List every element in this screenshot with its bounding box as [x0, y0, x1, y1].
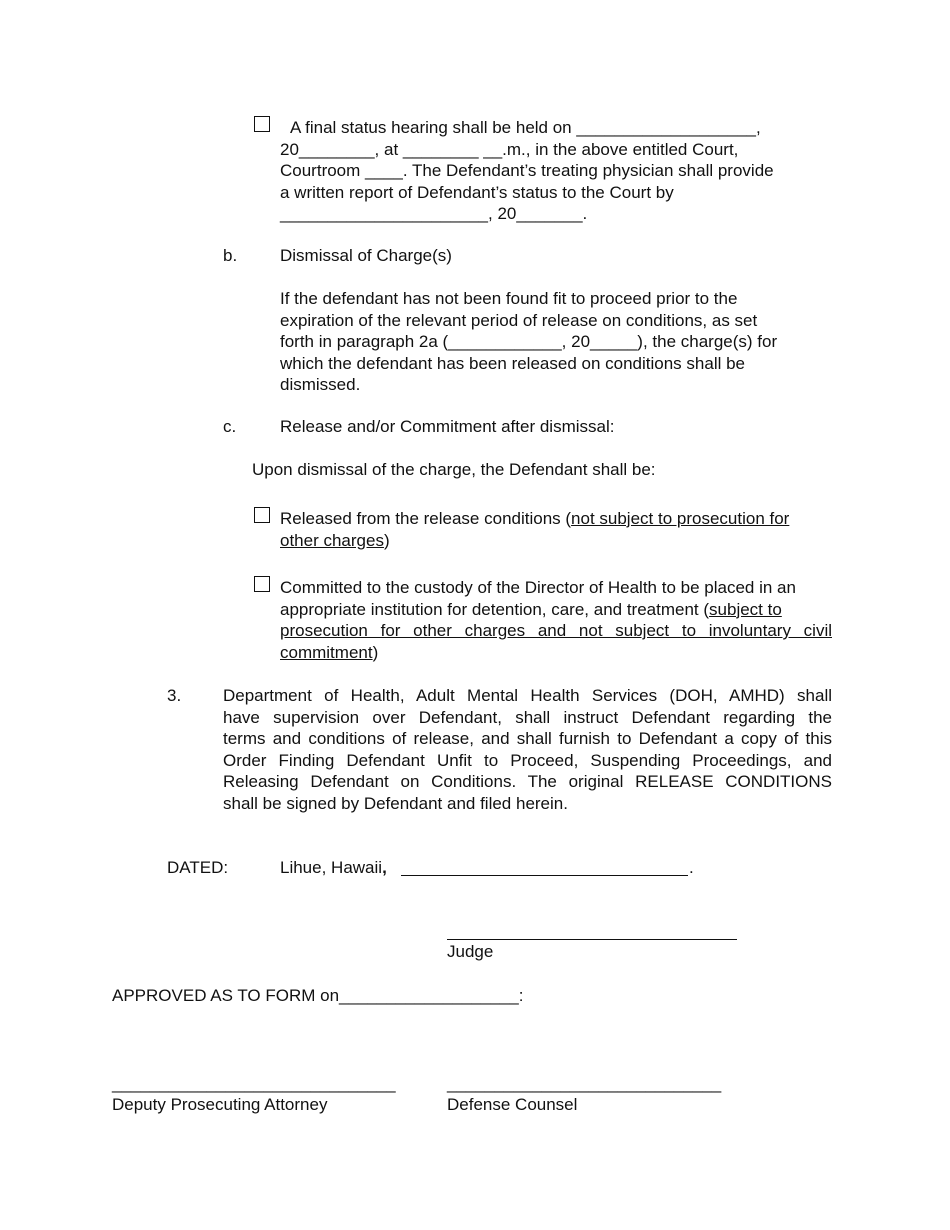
release-option: [280, 508, 832, 551]
dated-place: [280, 857, 387, 879]
dated-signature-line[interactable]: [401, 875, 688, 876]
section-c-intro: Upon dismissal of the charge, the Defendant shall be:: [252, 460, 656, 479]
final-hearing-line-3: Courtroom ____. The Defendant’s treating physician shall provide: [280, 161, 774, 180]
section-b-line-1: If the defendant has not been found fit to proceed prior to the: [280, 289, 738, 308]
section-3-line-6: shall be signed by Defendant and filed herein.: [223, 793, 568, 813]
section-3-line-4: Order Finding Defendant Unfit to Proceed, Suspending Proceedings, and: [223, 750, 832, 770]
dated-label: DATED:: [167, 858, 229, 877]
defense-signature-line[interactable]: _____________________________: [447, 1074, 722, 1093]
section-3-line-1: Department of Health, Adult Mental Health Services (DOH, AMHD) shall: [223, 686, 832, 705]
commit-option-line-3-underlined: prosecution for other charges and not subject to involuntary civil: [280, 621, 832, 640]
commit-option-line-4-underlined: commitment: [280, 642, 373, 662]
prosecutor-label: Deputy Prosecuting Attorney: [112, 1095, 328, 1114]
release-option-text: Released from the release conditions (: [280, 509, 572, 528]
commit-option-line-4: [280, 642, 832, 664]
defense-label: Defense Counsel: [447, 1095, 578, 1114]
commit-option-line-2-text: appropriate institution for detention, care, and treatment (: [280, 599, 710, 619]
final-hearing-line-4: a written report of Defendant’s status to the Court by: [280, 182, 674, 202]
release-checkbox[interactable]: [254, 507, 270, 523]
section-3-line-3: terms and conditions of release, and shall furnish to Defendant a copy of this: [223, 729, 832, 748]
commit-option-line-3: [280, 620, 832, 642]
section-b-line-2: expiration of the relevant period of release on conditions, as set: [280, 310, 758, 330]
commit-option-line-2: [280, 599, 832, 621]
final-hearing-paragraph: [280, 117, 840, 225]
release-option-line-1: [280, 508, 832, 530]
dated-place-text: Lihue, Hawaii: [280, 858, 383, 877]
final-hearing-line-2: 20________, at ________ __.m., in the above entitled Court,: [280, 139, 739, 159]
section-b-heading: Dismissal of Charge(s): [280, 246, 452, 265]
section-b-paragraph: [280, 288, 840, 396]
section-c-letter: c.: [223, 417, 237, 436]
release-option-close: ): [383, 530, 390, 550]
commit-option-close: ): [372, 642, 379, 662]
section-b-line-3: forth in paragraph 2a (____________, 20_____), the charge(s) for: [280, 332, 778, 351]
final-hearing-checkbox[interactable]: [254, 116, 270, 132]
release-option-underlined-b: other charges: [280, 530, 384, 550]
commit-option-line-2-underlined: subject to: [709, 599, 782, 619]
dated-period: .: [689, 858, 694, 877]
section-3-line-2: have supervision over Defendant, shall instruct Defendant regarding the: [223, 707, 832, 727]
commit-checkbox[interactable]: [254, 576, 270, 592]
prosecutor-signature-line[interactable]: ______________________________: [112, 1074, 396, 1093]
section-b-line-4: which the defendant has been released on conditions shall be: [280, 353, 746, 373]
section-c-heading: Release and/or Commitment after dismissal:: [280, 417, 615, 436]
section-3-number: 3.: [167, 686, 182, 705]
approved-as-to-form: APPROVED AS TO FORM on___________________:: [112, 986, 524, 1005]
judge-signature-line[interactable]: [447, 939, 737, 940]
section-b-line-5: dismissed.: [280, 375, 361, 394]
commit-option-line-1: Committed to the custody of the Director of Health to be placed in an: [280, 578, 796, 597]
commit-option: [280, 577, 832, 663]
dated-comma: ,: [382, 858, 387, 877]
final-hearing-line-5: ______________________, 20_______.: [280, 204, 588, 223]
section-3-line-5: Releasing Defendant on Conditions. The original RELEASE CONDITIONS: [223, 772, 832, 791]
final-hearing-line-1: A final status hearing shall be held on ___________________,: [290, 118, 761, 137]
section-3-paragraph: [223, 685, 832, 814]
section-b-letter: b.: [223, 246, 238, 265]
release-option-line-2: [280, 530, 832, 552]
release-option-underlined-a: not subject to prosecution for: [571, 509, 790, 528]
judge-label: Judge: [447, 942, 494, 961]
